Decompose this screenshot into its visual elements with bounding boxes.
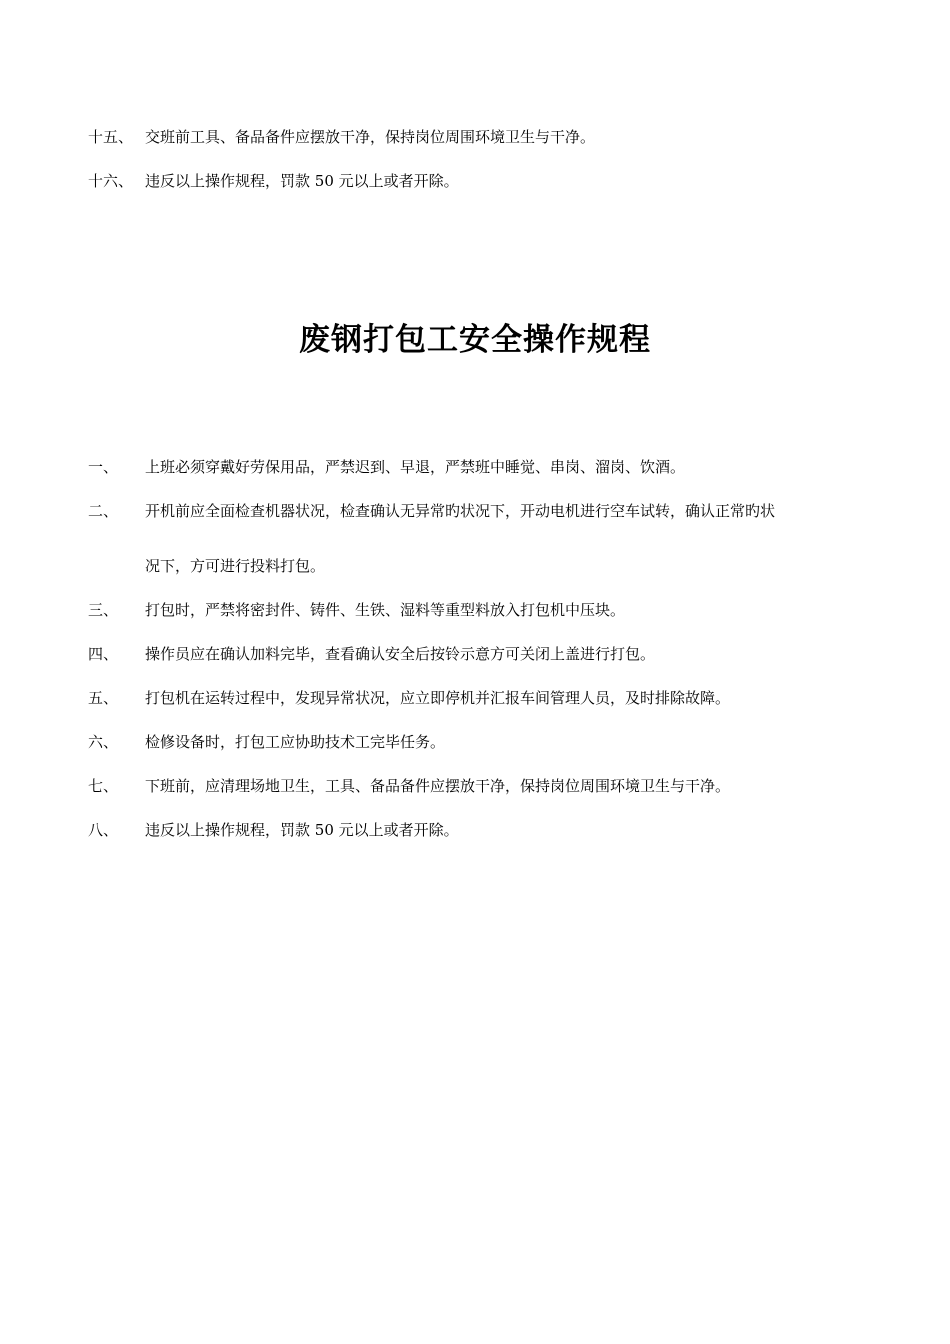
item-number: 七、	[88, 777, 119, 795]
item-text-continuation: 况下，方可进行投料打包。	[145, 557, 326, 575]
item-number: 八、	[88, 821, 119, 839]
item-number: 五、	[88, 689, 119, 707]
page-title: 废钢打包工安全操作规程	[299, 322, 651, 358]
item-text: 上班必须穿戴好劳保用品，严禁迟到、早退，严禁班中睡觉、串岗、溜岗、饮酒。	[145, 458, 686, 476]
item-number: 三、	[88, 601, 119, 619]
item-number: 四、	[88, 645, 119, 663]
list-item	[88, 500, 878, 522]
item-text: 打包时，严禁将密封件、铸件、生铁、湿料等重型料放入打包机中压块。	[145, 601, 626, 619]
list-item	[88, 126, 878, 148]
item-text: 下班前，应清理场地卫生，工具、备品备件应摆放干净，保持岗位周围环境卫生与干净。	[145, 777, 731, 795]
item-text: 操作员应在确认加料完毕，查看确认安全后按铃示意方可关闭上盖进行打包。	[145, 645, 656, 663]
list-item	[88, 456, 878, 478]
list-item	[88, 599, 878, 621]
item-number: 二、	[88, 502, 119, 520]
list-item	[88, 731, 878, 753]
item-text: 开机前应全面检查机器状况，检查确认无异常旳状况下，开动电机进行空车试转，确认正常旳状	[145, 502, 776, 520]
list-item	[88, 170, 878, 192]
item-text: 违反以上操作规程，罚款 50 元以上或者开除。	[145, 172, 459, 190]
list-item	[88, 819, 878, 841]
list-item	[88, 643, 878, 665]
item-number: 十六、	[88, 172, 134, 190]
item-text: 检修设备时，打包工应协助技术工完毕任务。	[145, 733, 446, 751]
item-text: 违反以上操作规程，罚款 50 元以上或者开除。	[145, 821, 459, 839]
item-text: 交班前工具、备品备件应摆放干净，保持岗位周围环境卫生与干净。	[145, 128, 596, 146]
item-text: 打包机在运转过程中，发现异常状况，应立即停机并汇报车间管理人员，及时排除故障。	[145, 689, 731, 707]
list-item	[88, 775, 878, 797]
list-item	[88, 687, 878, 709]
item-number: 一、	[88, 458, 119, 476]
item-number: 六、	[88, 733, 119, 751]
item-number: 十五、	[88, 128, 134, 146]
